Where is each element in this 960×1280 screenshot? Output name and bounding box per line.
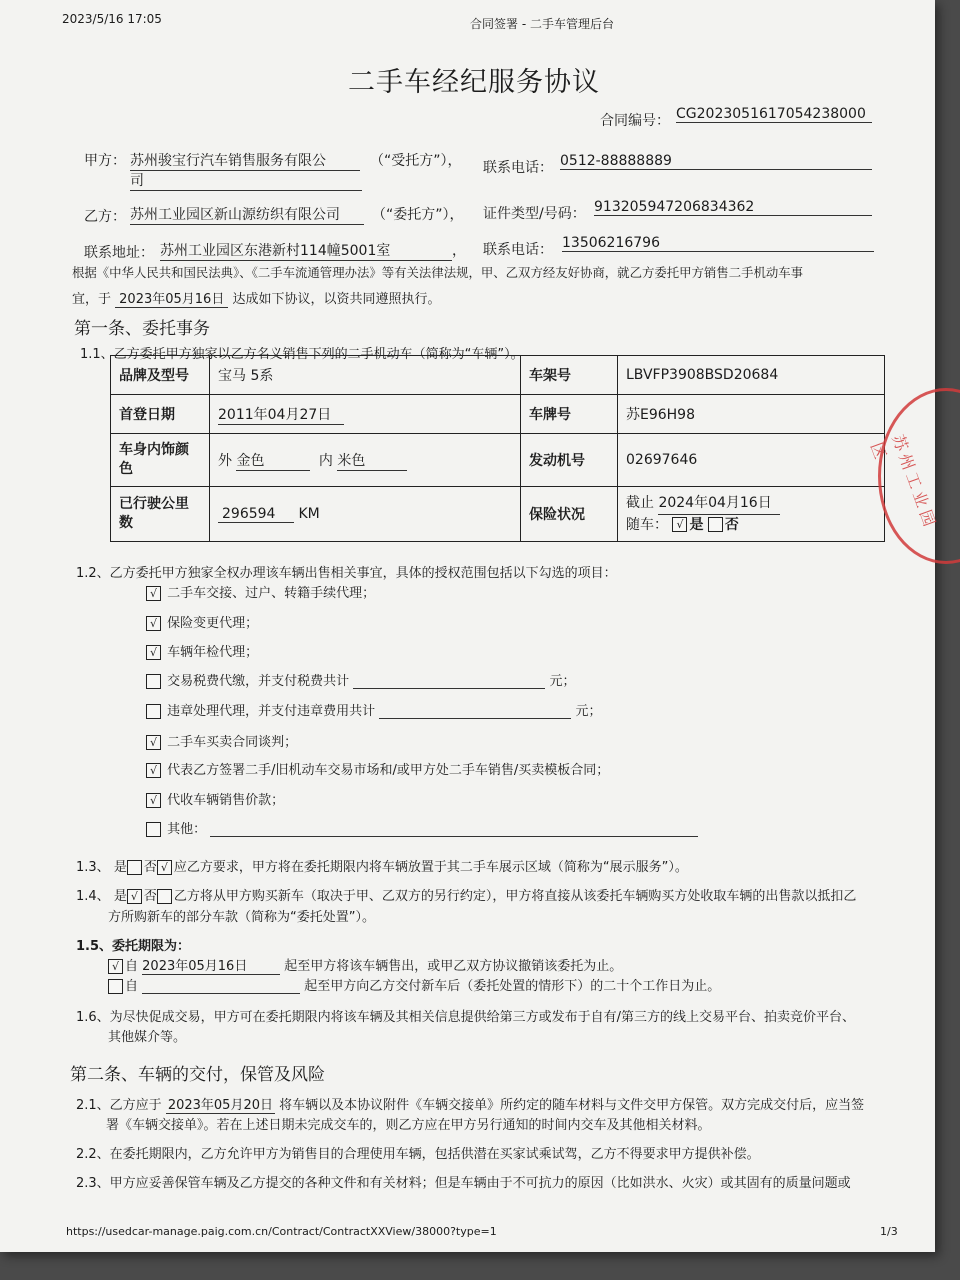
contract-no: CG2023051617054238000 [676, 106, 872, 123]
auth-item-9 [146, 818, 698, 837]
clause-1-6-line1: 1.6、为尽快促成交易，甲方可在委托期限内将该车辆及其相关信息提供给第三方或发布于自有/第三方的线上交易平台、拍卖竞价平台、 [76, 1010, 856, 1025]
term-option-1 [108, 955, 622, 975]
intro-post: 达成如下协议，以资共同遵照执行。 [232, 292, 441, 307]
footer-url: https://usedcar-manage.paig.com.cn/Contract/ContractXXView/38000?type=1 [66, 1225, 497, 1238]
auth-item-7-checkbox[interactable]: √ [146, 763, 161, 778]
car-info-table [110, 355, 885, 542]
c21-date: 2023年05月20日 [166, 1094, 275, 1114]
engine-value: 02697646 [618, 434, 885, 487]
reg-date-label: 首登日期 [111, 395, 210, 434]
c14-no-checkbox[interactable] [157, 889, 172, 904]
auth-item-3-checkbox[interactable]: √ [146, 645, 161, 660]
clause-1-4-line2: 方所购新车的部分车款（简称为“委托处置”）。 [108, 910, 375, 925]
party-b-label: 乙方： [84, 209, 126, 225]
auth-item-4 [146, 670, 575, 689]
reg-date-value: 2011年04月27日 [218, 404, 344, 425]
plate-label: 车牌号 [521, 395, 618, 434]
auth-item-5 [146, 700, 601, 719]
c13-no-checkbox[interactable]: √ [157, 860, 172, 875]
color-label-cell [111, 434, 210, 487]
clause-2-1-line2: 署《车辆交接单》。若在上述日期未完成交车的，则乙方应在甲方另行通知的时间内交车及其他相关材料。 [106, 1118, 711, 1133]
c14-no: 否 [143, 889, 157, 904]
party-a-role: （“受托方”）， [370, 153, 462, 169]
auth-item-8-checkbox[interactable]: √ [146, 793, 161, 808]
insurance-label: 保险状况 [521, 487, 618, 542]
auth-item-6 [146, 731, 297, 750]
brand-value: 宝马 5系 [210, 356, 521, 395]
intro-pre: 宜，于 [72, 292, 112, 307]
color-label-1: 车身内饰颜 [119, 442, 189, 458]
clause-1-1: 1.1、乙方委托甲方独家以乙方名义销售下列的二手机动车（简称为“车辆”）。 [80, 347, 524, 362]
section2-title: 第二条、车辆的交付，保管及风险 [70, 1065, 325, 1085]
c13-text: 应乙方要求，甲方将在委托期限内将车辆放置于其二手车展示区域（简称为“展示服务”）。 [173, 860, 688, 875]
company-seal [866, 388, 960, 564]
insurance-with-label: 随车： [626, 516, 668, 533]
other-blank[interactable] [210, 822, 698, 837]
auth-item-3-text: 车辆年检代理； [167, 645, 259, 660]
mileage-label-cell [111, 487, 210, 542]
auth-item-3 [146, 641, 258, 660]
party-b-addr: 苏州工业园区东港新村114幢5001室 [160, 240, 452, 261]
section1-title: 第一条、委托事务 [74, 319, 210, 339]
outer-color: 金色 [236, 450, 310, 471]
insurance-with-row [626, 515, 876, 536]
auth-item-6-text: 二手车买卖合同谈判； [167, 735, 298, 750]
term-option-1-checkbox[interactable]: √ [108, 959, 123, 974]
c21-pre: 2.1、乙方应于 [76, 1098, 162, 1113]
mileage-label-2: 数 [119, 515, 133, 531]
party-b-addr-label: 联系地址： [84, 245, 154, 261]
clause-1-4-line1 [76, 885, 856, 904]
color-label-2: 色 [119, 461, 133, 477]
inner-label: 内 [318, 452, 333, 469]
auth-item-5-checkbox[interactable] [146, 704, 161, 719]
term-option-2 [108, 975, 720, 994]
insurance-yes-label: 是 [689, 516, 704, 533]
auth-item-1-checkbox[interactable]: √ [146, 586, 161, 601]
insurance-until-row [626, 493, 876, 515]
c13-num: 1.3、 [76, 860, 110, 875]
auth-item-2 [146, 612, 258, 631]
brand-label: 品牌及型号 [111, 356, 210, 395]
mileage-label-1: 已行驶公里 [119, 496, 189, 512]
c14-yes-checkbox[interactable]: √ [127, 889, 142, 904]
party-b-name: 苏州工业园区新山源纺织有限公司 [130, 204, 364, 225]
term-option-2-checkbox[interactable] [108, 979, 123, 994]
insurance-cell [618, 487, 885, 542]
intro-line1: 根据《中华人民共和国民法典》、《二手车流通管理办法》等有关法律法规，甲、乙双方经友好协商，就乙方委托甲方销售二手机动车事 [72, 265, 804, 280]
clause-2-3: 2.3、甲方应妥善保管车辆及乙方提交的各种文件和有关材料；但是车辆由于不可抗力的原因（比如洪水、火灾）或其固有的质量问题或 [76, 1176, 851, 1191]
auth-item-8-text: 代收车辆销售价款； [167, 793, 285, 808]
page-number: 1/3 [880, 1225, 898, 1238]
auth-item-9-text: 其他： [167, 822, 207, 837]
term-option-1-text: 起至甲方将该车辆售出，或甲乙双方协议撤销该委托为止。 [284, 959, 623, 974]
reg-date-cell [210, 395, 521, 434]
c13-yes-checkbox[interactable] [127, 860, 142, 875]
auth-item-8 [146, 789, 284, 808]
party-a-name-line2: 司 [130, 170, 362, 191]
violation-amount-blank[interactable] [379, 704, 571, 719]
party-a-phone: 0512-88888889 [560, 153, 872, 170]
auth-item-7-text: 代表乙方签署二手/旧机动车交易市场和/或甲方处二手车销售/买卖模板合同； [167, 763, 610, 778]
seal-text: 苏州工业园区 [866, 432, 941, 533]
c13-no: 否 [143, 860, 157, 875]
auth-item-4-checkbox[interactable] [146, 674, 161, 689]
c14-yes: 是 [113, 889, 127, 904]
auth-item-1-text: 二手车交接、过户、转籍手续代理； [167, 586, 376, 601]
clause-1-5-heading: 1.5、委托期限为： [76, 939, 191, 954]
party-a-phone-label: 联系电话： [483, 160, 553, 176]
clause-1-3 [76, 856, 688, 875]
auth-item-1 [146, 582, 375, 601]
intro-date: 2023年05月16日 [115, 288, 228, 308]
auth-item-4-text: 交易税费代缴，并支付税费共计 [167, 674, 350, 689]
engine-label: 发动机号 [521, 434, 618, 487]
auth-item-7 [146, 759, 609, 778]
inner-color: 米色 [337, 450, 407, 471]
party-a-name-line1: 苏州骏宝行汽车销售服务有限公 [130, 150, 360, 171]
auth-item-6-checkbox[interactable]: √ [146, 735, 161, 750]
vin-value: LBVFP3908BSD20684 [618, 356, 885, 395]
c21-line1: 将车辆以及本协议附件《车辆交接单》所约定的随车材料与文件交甲方保管。双方完成交付后，应当签 [279, 1098, 865, 1113]
party-b-id-no: 913205947206834362 [594, 199, 872, 216]
mileage-unit: KM [298, 505, 320, 522]
print-datetime: 2023/5/16 17:05 [62, 12, 162, 26]
vin-label: 车架号 [521, 356, 618, 395]
auth-item-5-suffix: 元； [575, 704, 602, 719]
tax-amount-blank[interactable] [353, 674, 545, 689]
term-option-2-text: 起至甲方向乙方交付新车后（委托处置的情形下）的二十个工作日为止。 [304, 979, 721, 994]
c13-yes: 是 [113, 860, 127, 875]
addr-comma: ， [452, 243, 466, 259]
term-option-2-from: 自 [125, 979, 139, 994]
c14-line1: 乙方将从甲方购买新车（取决于甲、乙双方的另行约定），甲方将直接从该委托车辆购买方处收取车辆的出售款以抵扣乙 [173, 889, 857, 904]
party-b-phone-label: 联系电话： [483, 242, 553, 258]
auth-item-2-text: 保险变更代理； [167, 616, 259, 631]
insurance-until-date: 2024年04月16日 [658, 493, 780, 515]
document-title: 二手车经纪服务协议 [348, 67, 600, 98]
term-option-1-from: 自 [125, 959, 139, 974]
clause-2-2: 2.2、在委托期限内，乙方允许甲方为销售目的合理使用车辆，包括供潜在买家试乘试驾，乙方不得要求甲方提供补偿。 [76, 1147, 760, 1162]
intro-line2 [72, 288, 440, 308]
c14-num: 1.4、 [76, 889, 110, 904]
plate-value: 苏E96H98 [618, 395, 885, 434]
insurance-no-checkbox[interactable] [708, 517, 723, 532]
auth-item-5-text: 违章处理代理，并支付违章费用共计 [167, 704, 376, 719]
party-b-phone: 13506216796 [562, 235, 874, 252]
auth-item-4-suffix: 元； [549, 674, 576, 689]
term-start-date: 2023年05月16日 [142, 955, 280, 975]
party-b-role: （“委托方”）， [372, 207, 464, 223]
insurance-no-label: 否 [724, 516, 739, 533]
auth-item-9-checkbox[interactable] [146, 822, 161, 837]
site-title: 合同签署 - 二手车管理后台 [470, 17, 614, 31]
mileage-cell [210, 487, 521, 542]
color-cell [210, 434, 521, 487]
clause-1-6-line2: 其他媒介等。 [108, 1030, 187, 1045]
insurance-until-label: 截止 [626, 494, 654, 511]
auth-item-2-checkbox[interactable]: √ [146, 616, 161, 631]
party-a-label: 甲方： [84, 153, 126, 169]
party-b-id-label: 证件类型/号码： [483, 206, 586, 222]
clause-1-2-intro: 1.2、乙方委托甲方独家全权办理该车辆出售相关事宜，具体的授权范围包括以下勾选的项目： [76, 566, 617, 581]
insurance-yes-checkbox[interactable]: √ [672, 517, 687, 532]
term-option-2-blank[interactable] [142, 979, 300, 994]
mileage-value: 296594 [218, 506, 294, 523]
clause-2-1-line1 [76, 1094, 864, 1114]
outer-label: 外 [218, 452, 232, 469]
contract-no-label: 合同编号： [600, 113, 670, 129]
